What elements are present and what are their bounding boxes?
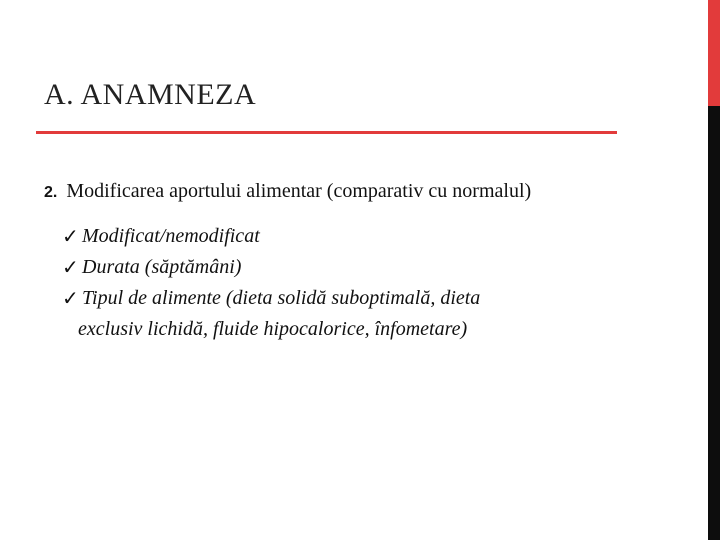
sub-item-text-continuation: exclusiv lichidă, fluide hipocalorice, înfometare) — [78, 318, 468, 340]
sub-item — [62, 283, 622, 345]
sub-item-text: Durata (săptămâni) — [82, 256, 242, 278]
numbered-point — [44, 180, 531, 203]
sub-item-text: Modificat/nemodificat — [82, 225, 260, 247]
sub-item-text: Tipul de alimente (dieta solidă suboptimală, dieta — [82, 287, 481, 309]
side-accent-bar-red — [708, 0, 720, 106]
check-icon: ✓ — [62, 286, 79, 310]
sub-item — [62, 252, 622, 283]
point-number: 2. — [44, 184, 58, 201]
slide-title: A. ANAMNEZA — [44, 78, 257, 111]
point-text: Modificarea aportului alimentar (comparativ cu normalul) — [66, 180, 532, 202]
title-underline — [36, 131, 617, 134]
check-icon: ✓ — [62, 224, 79, 248]
sub-item-list — [62, 221, 622, 345]
check-icon: ✓ — [62, 255, 79, 279]
sub-item — [62, 221, 622, 252]
